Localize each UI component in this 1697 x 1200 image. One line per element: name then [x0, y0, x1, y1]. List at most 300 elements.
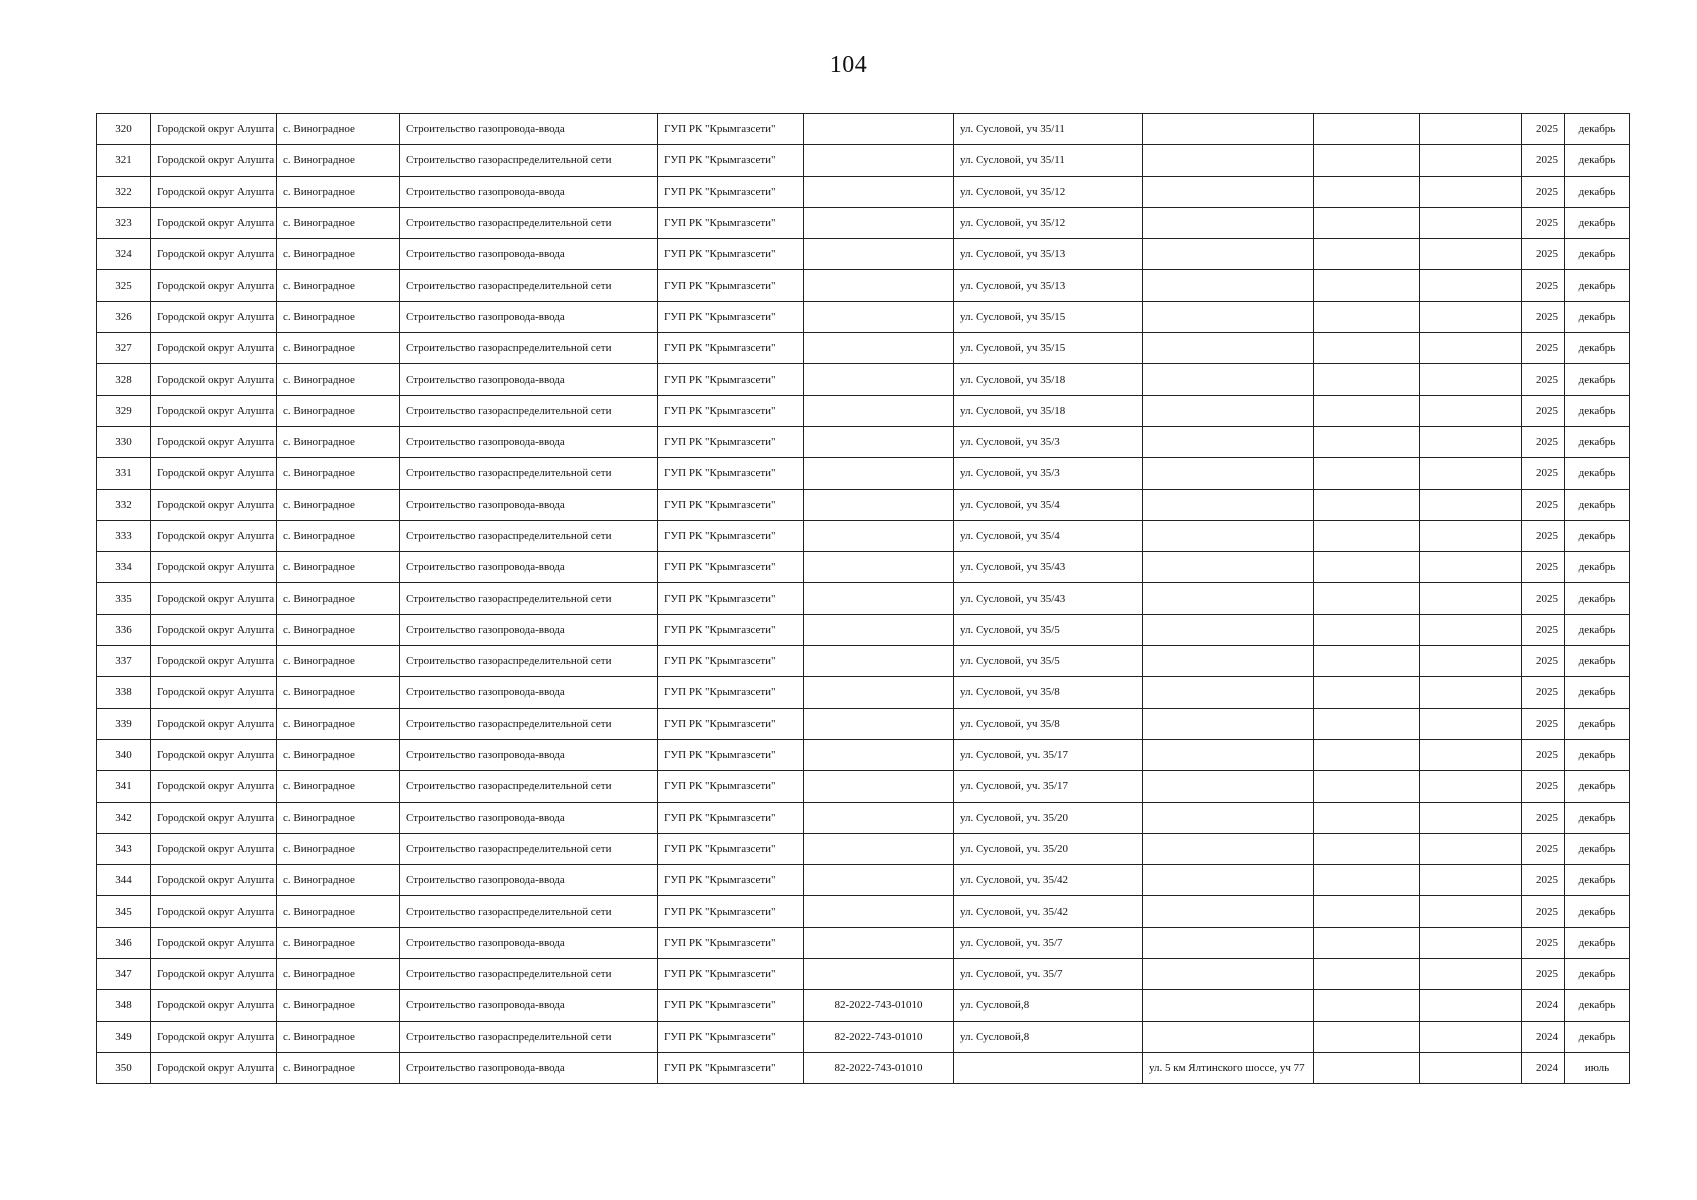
month-cell: декабрь — [1565, 395, 1630, 426]
document-code-cell — [804, 270, 954, 301]
year-cell: 2025 — [1522, 708, 1565, 739]
settlement-cell: с. Виноградное — [277, 395, 400, 426]
month-cell: декабрь — [1565, 1021, 1630, 1052]
district-cell: Городской округ Алушта — [151, 145, 277, 176]
table-row — [97, 114, 1630, 145]
extra-address-cell — [1143, 552, 1314, 583]
empty-cell — [1314, 739, 1420, 770]
organization-cell: ГУП РК "Крымгазсети" — [658, 1052, 804, 1083]
empty-cell — [1420, 614, 1522, 645]
empty-cell — [1314, 677, 1420, 708]
address-cell: ул. Сусловой, уч. 35/20 — [954, 802, 1143, 833]
district-cell: Городской округ Алушта — [151, 333, 277, 364]
district-cell: Городской округ Алушта — [151, 301, 277, 332]
month-cell: декабрь — [1565, 333, 1630, 364]
organization-cell: ГУП РК "Крымгазсети" — [658, 552, 804, 583]
district-cell: Городской округ Алушта — [151, 176, 277, 207]
address-cell: ул. Сусловой, уч. 35/17 — [954, 771, 1143, 802]
empty-cell — [1420, 708, 1522, 739]
table-row — [97, 802, 1630, 833]
empty-cell — [1420, 552, 1522, 583]
organization-cell: ГУП РК "Крымгазсети" — [658, 145, 804, 176]
empty-cell — [1314, 552, 1420, 583]
address-cell: ул. Сусловой, уч. 35/7 — [954, 927, 1143, 958]
work-type-cell: Строительство газопровода-ввода — [400, 239, 658, 270]
empty-cell — [1314, 1052, 1420, 1083]
work-type-cell: Строительство газораспределительной сети — [400, 959, 658, 990]
row-number-cell: 337 — [97, 646, 151, 677]
table-row — [97, 458, 1630, 489]
document-code-cell — [804, 489, 954, 520]
table-row — [97, 708, 1630, 739]
empty-cell — [1314, 270, 1420, 301]
table-row — [97, 833, 1630, 864]
district-cell: Городской округ Алушта — [151, 802, 277, 833]
month-cell: декабрь — [1565, 959, 1630, 990]
table-row — [97, 927, 1630, 958]
work-type-cell: Строительство газораспределительной сети — [400, 708, 658, 739]
empty-cell — [1314, 927, 1420, 958]
address-cell: ул. Сусловой, уч 35/4 — [954, 520, 1143, 551]
table-row — [97, 771, 1630, 802]
extra-address-cell — [1143, 395, 1314, 426]
district-cell: Городской округ Алушта — [151, 395, 277, 426]
address-cell: ул. Сусловой, уч 35/12 — [954, 176, 1143, 207]
settlement-cell: с. Виноградное — [277, 990, 400, 1021]
empty-cell — [1314, 646, 1420, 677]
extra-address-cell — [1143, 333, 1314, 364]
empty-cell — [1420, 364, 1522, 395]
year-cell: 2025 — [1522, 927, 1565, 958]
document-code-cell — [804, 959, 954, 990]
row-number-cell: 329 — [97, 395, 151, 426]
settlement-cell: с. Виноградное — [277, 646, 400, 677]
settlement-cell: с. Виноградное — [277, 865, 400, 896]
table-row — [97, 426, 1630, 457]
row-number-cell: 323 — [97, 207, 151, 238]
table-row — [97, 520, 1630, 551]
empty-cell — [1314, 708, 1420, 739]
address-cell: ул. Сусловой, уч 35/15 — [954, 333, 1143, 364]
organization-cell: ГУП РК "Крымгазсети" — [658, 959, 804, 990]
extra-address-cell — [1143, 614, 1314, 645]
empty-cell — [1420, 270, 1522, 301]
table-row — [97, 489, 1630, 520]
row-number-cell: 333 — [97, 520, 151, 551]
work-type-cell: Строительство газораспределительной сети — [400, 1021, 658, 1052]
empty-cell — [1314, 364, 1420, 395]
extra-address-cell — [1143, 364, 1314, 395]
settlement-cell: с. Виноградное — [277, 896, 400, 927]
district-cell: Городской округ Алушта — [151, 207, 277, 238]
empty-cell — [1420, 301, 1522, 332]
empty-cell — [1314, 207, 1420, 238]
extra-address-cell — [1143, 802, 1314, 833]
extra-address-cell — [1143, 771, 1314, 802]
empty-cell — [1420, 990, 1522, 1021]
district-cell: Городской округ Алушта — [151, 583, 277, 614]
settlement-cell: с. Виноградное — [277, 176, 400, 207]
district-cell: Городской округ Алушта — [151, 239, 277, 270]
address-cell: ул. Сусловой, уч 35/3 — [954, 458, 1143, 489]
year-cell: 2025 — [1522, 896, 1565, 927]
extra-address-cell — [1143, 896, 1314, 927]
extra-address-cell — [1143, 489, 1314, 520]
organization-cell: ГУП РК "Крымгазсети" — [658, 426, 804, 457]
address-cell: ул. Сусловой, уч 35/12 — [954, 207, 1143, 238]
extra-address-cell — [1143, 739, 1314, 770]
settlement-cell: с. Виноградное — [277, 426, 400, 457]
table-row — [97, 176, 1630, 207]
month-cell: декабрь — [1565, 708, 1630, 739]
settlement-cell: с. Виноградное — [277, 207, 400, 238]
empty-cell — [1314, 614, 1420, 645]
month-cell: декабрь — [1565, 739, 1630, 770]
address-cell: ул. Сусловой, уч 35/11 — [954, 114, 1143, 145]
month-cell: декабрь — [1565, 833, 1630, 864]
table-row — [97, 677, 1630, 708]
month-cell: декабрь — [1565, 771, 1630, 802]
year-cell: 2025 — [1522, 802, 1565, 833]
year-cell: 2025 — [1522, 207, 1565, 238]
document-code-cell — [804, 677, 954, 708]
row-number-cell: 326 — [97, 301, 151, 332]
document-code-cell: 82-2022-743-01010 — [804, 990, 954, 1021]
work-type-cell: Строительство газораспределительной сети — [400, 520, 658, 551]
empty-cell — [1420, 833, 1522, 864]
work-type-cell: Строительство газопровода-ввода — [400, 114, 658, 145]
organization-cell: ГУП РК "Крымгазсети" — [658, 489, 804, 520]
row-number-cell: 327 — [97, 333, 151, 364]
district-cell: Городской округ Алушта — [151, 520, 277, 551]
work-type-cell: Строительство газопровода-ввода — [400, 176, 658, 207]
organization-cell: ГУП РК "Крымгазсети" — [658, 364, 804, 395]
table-row — [97, 270, 1630, 301]
empty-cell — [1420, 927, 1522, 958]
month-cell: декабрь — [1565, 270, 1630, 301]
district-cell: Городской округ Алушта — [151, 458, 277, 489]
work-type-cell: Строительство газораспределительной сети — [400, 270, 658, 301]
address-cell: ул. Сусловой, уч 35/5 — [954, 646, 1143, 677]
extra-address-cell — [1143, 927, 1314, 958]
empty-cell — [1314, 301, 1420, 332]
district-cell: Городской округ Алушта — [151, 771, 277, 802]
settlement-cell: с. Виноградное — [277, 1052, 400, 1083]
empty-cell — [1420, 395, 1522, 426]
extra-address-cell — [1143, 176, 1314, 207]
empty-cell — [1314, 458, 1420, 489]
empty-cell — [1314, 426, 1420, 457]
row-number-cell: 341 — [97, 771, 151, 802]
empty-cell — [1314, 145, 1420, 176]
address-cell: ул. Сусловой, уч 35/8 — [954, 677, 1143, 708]
address-cell: ул. Сусловой, уч 35/18 — [954, 395, 1143, 426]
document-code-cell — [804, 239, 954, 270]
work-type-cell: Строительство газораспределительной сети — [400, 771, 658, 802]
organization-cell: ГУП РК "Крымгазсети" — [658, 802, 804, 833]
extra-address-cell: ул. 5 км Ялтинского шоссе, уч 77 — [1143, 1052, 1314, 1083]
address-cell: ул. Сусловой, уч 35/15 — [954, 301, 1143, 332]
document-code-cell — [804, 583, 954, 614]
empty-cell — [1420, 1021, 1522, 1052]
settlement-cell: с. Виноградное — [277, 927, 400, 958]
empty-cell — [1420, 865, 1522, 896]
year-cell: 2025 — [1522, 333, 1565, 364]
table-row — [97, 239, 1630, 270]
district-cell: Городской округ Алушта — [151, 364, 277, 395]
month-cell: декабрь — [1565, 176, 1630, 207]
row-number-cell: 349 — [97, 1021, 151, 1052]
year-cell: 2025 — [1522, 833, 1565, 864]
empty-cell — [1314, 489, 1420, 520]
table-row — [97, 364, 1630, 395]
work-type-cell: Строительство газораспределительной сети — [400, 646, 658, 677]
row-number-cell: 343 — [97, 833, 151, 864]
settlement-cell: с. Виноградное — [277, 239, 400, 270]
address-cell: ул. Сусловой, уч 35/43 — [954, 583, 1143, 614]
extra-address-cell — [1143, 145, 1314, 176]
work-type-cell: Строительство газопровода-ввода — [400, 552, 658, 583]
organization-cell: ГУП РК "Крымгазсети" — [658, 771, 804, 802]
address-cell: ул. Сусловой,8 — [954, 1021, 1143, 1052]
settlement-cell: с. Виноградное — [277, 489, 400, 520]
organization-cell: ГУП РК "Крымгазсети" — [658, 896, 804, 927]
work-type-cell: Строительство газораспределительной сети — [400, 833, 658, 864]
district-cell: Городской округ Алушта — [151, 489, 277, 520]
row-number-cell: 346 — [97, 927, 151, 958]
empty-cell — [1420, 333, 1522, 364]
table-row — [97, 896, 1630, 927]
month-cell: декабрь — [1565, 364, 1630, 395]
document-code-cell — [804, 426, 954, 457]
document-code-cell — [804, 458, 954, 489]
district-cell: Городской округ Алушта — [151, 1021, 277, 1052]
page-number: 104 — [829, 52, 868, 78]
empty-cell — [1420, 207, 1522, 238]
row-number-cell: 334 — [97, 552, 151, 583]
extra-address-cell — [1143, 865, 1314, 896]
extra-address-cell — [1143, 646, 1314, 677]
month-cell: декабрь — [1565, 677, 1630, 708]
table-row — [97, 1021, 1630, 1052]
row-number-cell: 338 — [97, 677, 151, 708]
extra-address-cell — [1143, 520, 1314, 551]
year-cell: 2025 — [1522, 959, 1565, 990]
address-cell: ул. Сусловой, уч 35/11 — [954, 145, 1143, 176]
extra-address-cell — [1143, 1021, 1314, 1052]
district-cell: Городской округ Алушта — [151, 1052, 277, 1083]
empty-cell — [1314, 771, 1420, 802]
empty-cell — [1314, 395, 1420, 426]
year-cell: 2024 — [1522, 1052, 1565, 1083]
work-type-cell: Строительство газораспределительной сети — [400, 145, 658, 176]
settlement-cell: с. Виноградное — [277, 1021, 400, 1052]
district-cell: Городской округ Алушта — [151, 114, 277, 145]
empty-cell — [1420, 771, 1522, 802]
year-cell: 2025 — [1522, 614, 1565, 645]
row-number-cell: 350 — [97, 1052, 151, 1083]
work-type-cell: Строительство газопровода-ввода — [400, 614, 658, 645]
work-type-cell: Строительство газопровода-ввода — [400, 802, 658, 833]
row-number-cell: 345 — [97, 896, 151, 927]
month-cell: декабрь — [1565, 239, 1630, 270]
work-type-cell: Строительство газопровода-ввода — [400, 865, 658, 896]
district-cell: Городской округ Алушта — [151, 646, 277, 677]
organization-cell: ГУП РК "Крымгазсети" — [658, 333, 804, 364]
row-number-cell: 320 — [97, 114, 151, 145]
table-row — [97, 301, 1630, 332]
year-cell: 2025 — [1522, 739, 1565, 770]
document-code-cell — [804, 927, 954, 958]
year-cell: 2025 — [1522, 489, 1565, 520]
table-row — [97, 646, 1630, 677]
empty-cell — [1314, 896, 1420, 927]
year-cell: 2025 — [1522, 395, 1565, 426]
month-cell: декабрь — [1565, 802, 1630, 833]
empty-cell — [1314, 114, 1420, 145]
address-cell: ул. Сусловой,8 — [954, 990, 1143, 1021]
document-code-cell — [804, 520, 954, 551]
settlement-cell: с. Виноградное — [277, 771, 400, 802]
table-row — [97, 1052, 1630, 1083]
organization-cell: ГУП РК "Крымгазсети" — [658, 270, 804, 301]
year-cell: 2025 — [1522, 771, 1565, 802]
registry-body — [97, 114, 1630, 1084]
settlement-cell: с. Виноградное — [277, 739, 400, 770]
year-cell: 2024 — [1522, 1021, 1565, 1052]
document-code-cell — [804, 145, 954, 176]
year-cell: 2025 — [1522, 865, 1565, 896]
address-cell: ул. Сусловой, уч. 35/42 — [954, 896, 1143, 927]
document-code-cell — [804, 708, 954, 739]
month-cell: декабрь — [1565, 552, 1630, 583]
address-cell: ул. Сусловой, уч. 35/20 — [954, 833, 1143, 864]
month-cell: декабрь — [1565, 990, 1630, 1021]
year-cell: 2025 — [1522, 270, 1565, 301]
row-number-cell: 336 — [97, 614, 151, 645]
organization-cell: ГУП РК "Крымгазсети" — [658, 583, 804, 614]
row-number-cell: 347 — [97, 959, 151, 990]
year-cell: 2025 — [1522, 583, 1565, 614]
work-type-cell: Строительство газопровода-ввода — [400, 739, 658, 770]
document-code-cell — [804, 896, 954, 927]
year-cell: 2025 — [1522, 458, 1565, 489]
table-row — [97, 207, 1630, 238]
month-cell: декабрь — [1565, 614, 1630, 645]
document-code-cell: 82-2022-743-01010 — [804, 1052, 954, 1083]
address-cell: ул. Сусловой, уч 35/5 — [954, 614, 1143, 645]
empty-cell — [1314, 802, 1420, 833]
document-code-cell — [804, 395, 954, 426]
work-type-cell: Строительство газораспределительной сети — [400, 583, 658, 614]
document-code-cell — [804, 614, 954, 645]
extra-address-cell — [1143, 426, 1314, 457]
empty-cell — [1314, 239, 1420, 270]
organization-cell: ГУП РК "Крымгазсети" — [658, 677, 804, 708]
district-cell: Городской округ Алушта — [151, 708, 277, 739]
address-cell: ул. Сусловой, уч. 35/7 — [954, 959, 1143, 990]
settlement-cell: с. Виноградное — [277, 145, 400, 176]
month-cell: декабрь — [1565, 646, 1630, 677]
month-cell: декабрь — [1565, 489, 1630, 520]
settlement-cell: с. Виноградное — [277, 364, 400, 395]
settlement-cell: с. Виноградное — [277, 458, 400, 489]
table-row — [97, 583, 1630, 614]
empty-cell — [1314, 176, 1420, 207]
empty-cell — [1314, 959, 1420, 990]
row-number-cell: 342 — [97, 802, 151, 833]
row-number-cell: 330 — [97, 426, 151, 457]
empty-cell — [1314, 1021, 1420, 1052]
document-code-cell — [804, 207, 954, 238]
empty-cell — [1420, 239, 1522, 270]
row-number-cell: 322 — [97, 176, 151, 207]
month-cell: декабрь — [1565, 583, 1630, 614]
month-cell: декабрь — [1565, 927, 1630, 958]
row-number-cell: 335 — [97, 583, 151, 614]
empty-cell — [1314, 833, 1420, 864]
month-cell: декабрь — [1565, 301, 1630, 332]
organization-cell: ГУП РК "Крымгазсети" — [658, 646, 804, 677]
address-cell: ул. Сусловой, уч. 35/42 — [954, 865, 1143, 896]
district-cell: Городской округ Алушта — [151, 426, 277, 457]
row-number-cell: 339 — [97, 708, 151, 739]
row-number-cell: 321 — [97, 145, 151, 176]
organization-cell: ГУП РК "Крымгазсети" — [658, 1021, 804, 1052]
settlement-cell: с. Виноградное — [277, 677, 400, 708]
work-type-cell: Строительство газопровода-ввода — [400, 990, 658, 1021]
month-cell: декабрь — [1565, 458, 1630, 489]
empty-cell — [1420, 896, 1522, 927]
organization-cell: ГУП РК "Крымгазсети" — [658, 207, 804, 238]
year-cell: 2025 — [1522, 426, 1565, 457]
organization-cell: ГУП РК "Крымгазсети" — [658, 239, 804, 270]
row-number-cell: 348 — [97, 990, 151, 1021]
empty-cell — [1314, 865, 1420, 896]
year-cell: 2025 — [1522, 301, 1565, 332]
empty-cell — [1420, 583, 1522, 614]
address-cell: ул. Сусловой, уч 35/8 — [954, 708, 1143, 739]
extra-address-cell — [1143, 677, 1314, 708]
table-row — [97, 145, 1630, 176]
empty-cell — [1420, 646, 1522, 677]
settlement-cell: с. Виноградное — [277, 708, 400, 739]
settlement-cell: с. Виноградное — [277, 333, 400, 364]
empty-cell — [1420, 426, 1522, 457]
organization-cell: ГУП РК "Крымгазсети" — [658, 833, 804, 864]
work-type-cell: Строительство газораспределительной сети — [400, 333, 658, 364]
address-cell: ул. Сусловой, уч 35/43 — [954, 552, 1143, 583]
document-code-cell — [804, 646, 954, 677]
organization-cell: ГУП РК "Крымгазсети" — [658, 990, 804, 1021]
year-cell: 2025 — [1522, 145, 1565, 176]
empty-cell — [1420, 739, 1522, 770]
work-type-cell: Строительство газораспределительной сети — [400, 395, 658, 426]
settlement-cell: с. Виноградное — [277, 520, 400, 551]
organization-cell: ГУП РК "Крымгазсети" — [658, 114, 804, 145]
document-code-cell — [804, 176, 954, 207]
extra-address-cell — [1143, 583, 1314, 614]
document-code-cell — [804, 301, 954, 332]
organization-cell: ГУП РК "Крымгазсети" — [658, 458, 804, 489]
district-cell: Городской округ Алушта — [151, 959, 277, 990]
empty-cell — [1420, 458, 1522, 489]
empty-cell — [1314, 333, 1420, 364]
settlement-cell: с. Виноградное — [277, 301, 400, 332]
table-row — [97, 865, 1630, 896]
organization-cell: ГУП РК "Крымгазсети" — [658, 865, 804, 896]
month-cell: декабрь — [1565, 145, 1630, 176]
